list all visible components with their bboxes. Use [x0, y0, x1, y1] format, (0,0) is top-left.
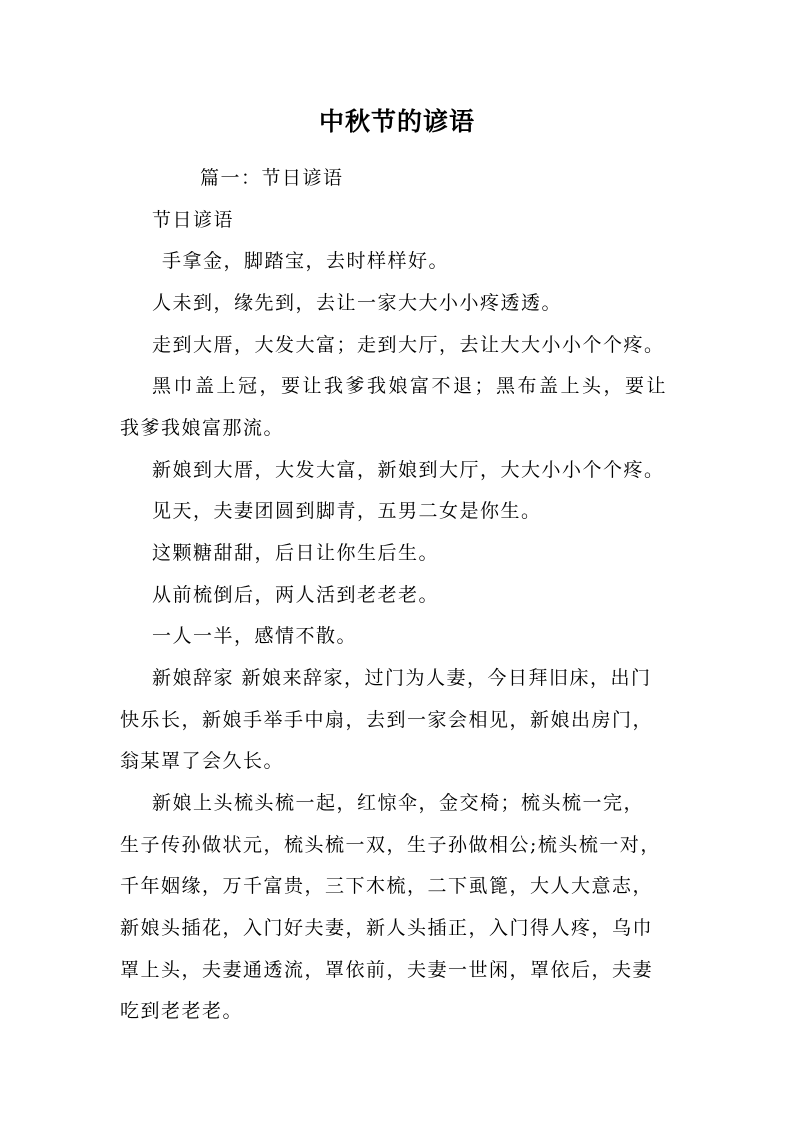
- text-line: 我爹我娘富那流。: [120, 417, 285, 439]
- text-line: 吃到老老老。: [120, 1000, 244, 1022]
- text-line: 从前梳倒后，两人活到老老老。: [152, 584, 440, 606]
- text-line: 新娘到大厝，大发大富，新娘到大厅，大大小小个个疼。: [152, 459, 665, 481]
- text-line: 翁某罩了会久长。: [120, 750, 285, 772]
- text-line: 黑巾盖上冠，要让我爹我娘富不退；黑布盖上头，要让: [152, 375, 669, 397]
- text-line: 新娘头插花，入门好夫妻，新人头插正，入门得人疼，乌巾: [120, 917, 654, 939]
- text-line: 见天，夫妻团圆到脚青，五男二女是你生。: [152, 500, 542, 522]
- text-line: 新娘辞家 新娘来辞家，过门为人妻，今日拜旧床，出门: [152, 667, 652, 689]
- text-line: 一人一半，感情不散。: [152, 625, 358, 647]
- subsection-heading: 节日谚语: [152, 209, 235, 231]
- text-line: 手拿金，脚踏宝，去时样样好。: [162, 250, 450, 272]
- text-line: 新娘上头梳头梳一起，红惊伞，金交椅；梳头梳一完，: [152, 792, 645, 814]
- text-line: 快乐长，新娘手举手中扇，去到一家会相见，新娘出房门，: [120, 709, 654, 731]
- text-line: 走到大厝，大发大富；走到大厅，去让大大小小个个疼。: [152, 334, 665, 356]
- text-line: 千年姻缘，万千富贵，三下木梳，二下虱篦，大人大意志，: [120, 875, 654, 897]
- section-heading: 篇一：节日谚语: [200, 167, 344, 189]
- text-line: 罩上头，夫妻通透流，罩依前，夫妻一世闲，罩依后，夫妻: [120, 959, 654, 981]
- page-title: 中秋节的谚语: [318, 107, 475, 136]
- text-line: 生子传孙做状元，梳头梳一双，生子孙做相公;梳头梳一对，: [120, 834, 661, 856]
- text-line: 人未到，缘先到，去让一家大大小小疼透透。: [152, 292, 563, 314]
- text-line: 这颗糖甜甜，后日让你生后生。: [152, 542, 440, 564]
